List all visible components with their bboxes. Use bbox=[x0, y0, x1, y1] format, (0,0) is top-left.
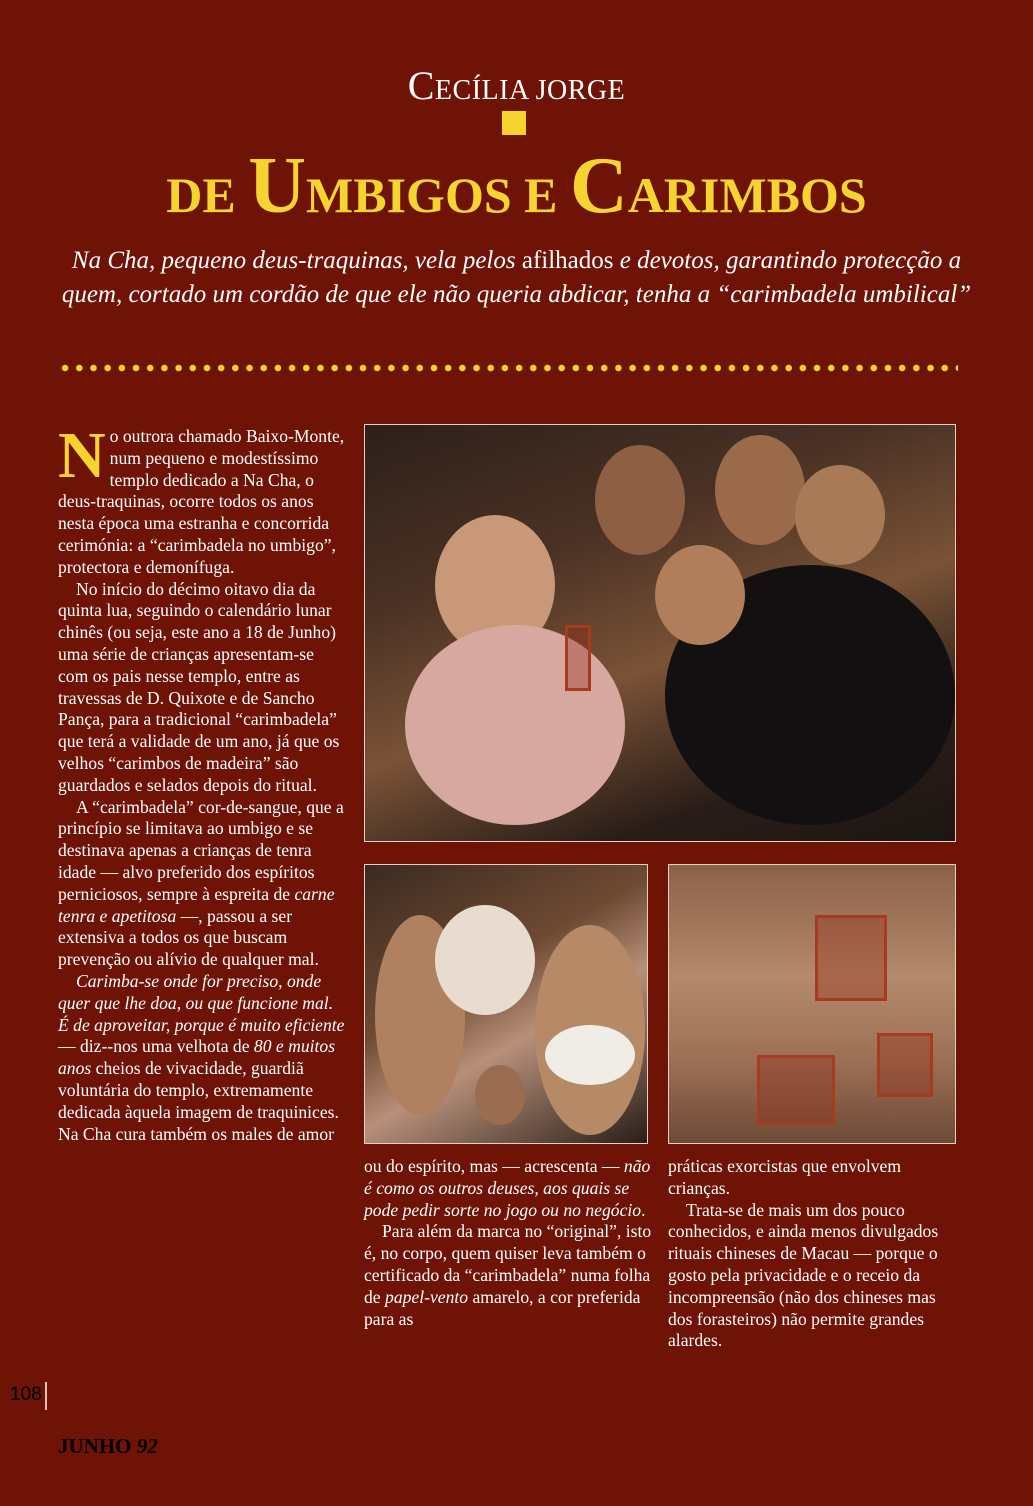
photo-ritual-family bbox=[364, 864, 648, 1144]
author-byline bbox=[0, 62, 1033, 109]
column-1 bbox=[58, 419, 348, 1145]
photo-stamp bbox=[565, 625, 591, 691]
column-2-a: ou do espírito, mas — acrescenta — bbox=[364, 1156, 624, 1176]
column-2-p2-a: Para além da marca no “original”, isto é, no corpo, quem quiser leva também o certificado da “carimbadela” numa folha de bbox=[364, 1221, 652, 1307]
subtitle-a: Na Cha, pequeno deus-traquinas, vela pelos bbox=[71, 247, 522, 274]
column-3-paragraph-1: práticas exorcistas que envolvem crianças. bbox=[668, 1156, 902, 1198]
author-rest: ECÍLIA JORG bbox=[434, 75, 608, 106]
paragraph-3-a: A “carimbadela” cor-de-sangue, que a princípio se limitava ao umbigo e se destinava apenas a crianças de tenra idade — alvo preferido dos espíritos perniciosos, sempre à espreita de bbox=[58, 796, 344, 904]
column-2-italic: não é como os outros deuses, aos quais se pode pedir sorte no jogo ou no negócio bbox=[364, 1156, 651, 1220]
paragraph-3 bbox=[58, 797, 348, 971]
paragraph-3-italic: carne tenra e apetitosa bbox=[58, 883, 335, 926]
title-cap-u: U bbox=[248, 142, 307, 230]
photo-ritual-baby bbox=[364, 424, 956, 842]
dotted-divider bbox=[58, 363, 958, 373]
subtitle-b: afilhados bbox=[521, 247, 614, 274]
back-stamp-left bbox=[757, 1055, 835, 1125]
title-part-3: ARIMBOS bbox=[627, 167, 867, 223]
photo-figure bbox=[595, 445, 685, 555]
yellow-square-ornament bbox=[502, 111, 526, 135]
paragraph-3-c: —, passou a ser extensiva a todos os que buscam prevenção ou alívio de qualquer mal. bbox=[58, 905, 319, 970]
photo-figure bbox=[435, 905, 535, 1015]
column-2-p2-italic: papel-vento bbox=[385, 1286, 469, 1307]
article-title bbox=[0, 142, 1033, 230]
column-2-c: . bbox=[641, 1199, 646, 1220]
back-stamp-top bbox=[815, 915, 887, 1001]
issue-month: JUNHO bbox=[58, 1434, 132, 1458]
column-3 bbox=[668, 1156, 958, 1352]
drop-cap: N bbox=[58, 419, 106, 492]
column-3-paragraph-2: Trata-se de mais um dos pouco conhecidos, e ainda menos divulgados rituais chineses de Macau — porque o gosto pela privacidade e o receio da incompreensão (não dos chineses mas dos forasteiros) não permite grandes alardes. bbox=[668, 1199, 939, 1351]
column-2-paragraph-2 bbox=[364, 1221, 654, 1330]
photo-figure bbox=[715, 435, 805, 545]
title-part-1: DE bbox=[166, 167, 249, 223]
photo-figure bbox=[795, 465, 885, 565]
subtitle-c: e devotos, garantindo protecção a quem, cortado um cordão de que ele não queria abdicar, tenha a “carimbadela umbilical” bbox=[61, 247, 972, 308]
title-part-2: MBIGOS E bbox=[306, 167, 570, 223]
photo-figure bbox=[545, 1025, 635, 1085]
column-2-p2-c: amarelo, a cor preferida para as bbox=[364, 1286, 641, 1329]
column-2 bbox=[364, 1156, 654, 1330]
page-number-rule bbox=[45, 1382, 47, 1410]
paragraph-2: No início do décimo oitavo dia da quinta lua, seguindo o calendário lunar chinês (ou seja, este ano a 18 de Junho) uma série de crianças apresentam-se com os pais nesse templo, entre as travessas de D. Quixote e de Sancho Pança, para a tradicional “carimbadela” que terá a validade de um ano, já que os velhos “carimbos de madeira” são guardados e selados depois do ritual. bbox=[58, 578, 340, 795]
paragraph-4-d: cheios de vivacidade, guardiã voluntária do templo, extremamente dedicada àquela imagem de traquinices. Na Cha cura também os males de amor bbox=[58, 1058, 339, 1144]
photo-figure bbox=[405, 625, 625, 825]
column-2-paragraph-1 bbox=[364, 1156, 654, 1221]
paragraph-4-italic: 80 e muitos anos bbox=[58, 1036, 336, 1079]
issue-year: 92 bbox=[136, 1434, 158, 1458]
photo-figure bbox=[655, 545, 745, 645]
paragraph-1-text: o outrora chamado Baixo-Monte, num pequeno e modestíssimo templo dedicado a Na Cha, o deus-traquinas, ocorre todos os anos nesta época uma estranha e concorrida cerimónia: a “carimbadela no umbigo”, protectora e demonífuga. bbox=[58, 426, 345, 577]
paragraph-4-quote: Carimba-se onde for preciso, onde quer que lhe doa, ou que funcione mal. É de aproveitar, porque é muito eficiente bbox=[58, 970, 345, 1035]
paragraph-4 bbox=[58, 971, 348, 1145]
author-end: E bbox=[607, 75, 626, 106]
photo-figure bbox=[475, 1065, 525, 1125]
paragraph-1 bbox=[58, 419, 348, 579]
page-number: 108 bbox=[10, 1384, 42, 1405]
back-stamp-right bbox=[877, 1033, 933, 1097]
photo-stamped-back bbox=[668, 864, 956, 1144]
issue-footer bbox=[58, 1434, 158, 1459]
paragraph-4-b: — diz--nos uma velhota de bbox=[58, 1036, 254, 1057]
author-initial: C bbox=[407, 63, 435, 108]
article-subtitle bbox=[60, 244, 973, 312]
title-cap-c: C bbox=[570, 142, 628, 230]
